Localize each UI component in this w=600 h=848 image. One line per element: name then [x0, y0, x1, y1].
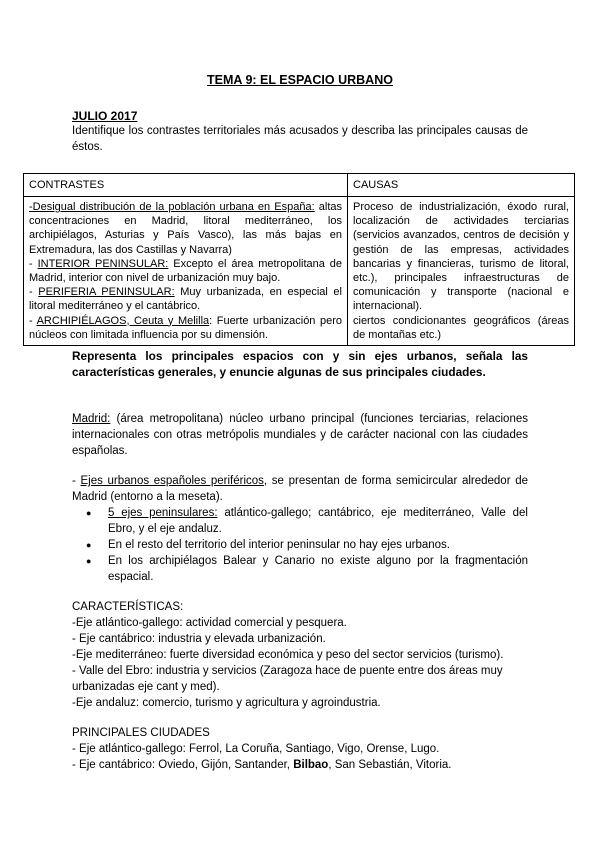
axes-paragraph	[72, 473, 528, 505]
list-item	[72, 553, 528, 585]
madrid-paragraph	[72, 411, 528, 459]
contrast-title: INTERIOR PENINSULAR:	[37, 257, 169, 270]
table-row	[24, 197, 575, 346]
dash: -	[29, 314, 37, 327]
contrasts-causes-table	[23, 173, 575, 346]
contrast-periphery	[29, 285, 342, 313]
list-item	[72, 537, 528, 553]
causes-geographic: ciertos condicionantes geográficos (áreas de montañas etc.)	[353, 314, 569, 341]
list-item: - Eje atlántico-gallego: Ferrol, La Coruña, Santiago, Vigo, Orense, Lugo.	[72, 743, 440, 755]
bullet-text: En el resto del territorio del interior peninsular no hay ejes urbanos.	[108, 539, 450, 551]
list-item	[72, 505, 528, 537]
madrid-label: Madrid:	[72, 413, 111, 425]
list-item: -Eje mediterráneo: fuerte diversidad económica y peso del sector servicios (turismo).	[72, 649, 504, 661]
axes-bullet-list	[72, 505, 528, 585]
contrast-title: -Desigual distribución de la población urbana en España:	[29, 201, 315, 213]
list-item: -Eje atlántico-gallego: actividad comercial y pesquera.	[72, 617, 347, 629]
cities-text: , San Sebastián, Vitoria.	[328, 759, 452, 771]
list-item: - Eje cantábrico: industria y elevada urbanización.	[72, 633, 326, 645]
contrast-title: ARCHIPIÉLAGOS, Ceuta y Melilla	[36, 314, 210, 327]
axes-label: Ejes urbanos españoles periféricos	[80, 475, 264, 487]
contrasts-cell	[24, 197, 348, 346]
characteristics-section	[72, 599, 542, 711]
contrast-interior	[29, 257, 342, 285]
list-item: -Eje andaluz: comercio, turismo y agricultura y agroindustria.	[72, 697, 381, 709]
contrast-text: Muy urbanizada, en especial el litoral mediterráneo y el cantábrico.	[29, 286, 342, 313]
header-contrasts: CONTRASTES	[24, 174, 348, 197]
table-header-row	[24, 174, 575, 197]
contrast-text: altas concentraciones en Madrid, litoral mediterráneo, los archipiélagos, Asturias y País Vasco), las más bajas en Extremadura, las dos Castillas y Navarra)	[29, 201, 342, 256]
dash: -	[29, 257, 38, 270]
bullet-text: atlántico-gallego; cantábrico, eje mediterráneo, Valle del Ebro, y el eje andaluz.	[108, 507, 528, 535]
madrid-text: (área metropolitana) núcleo urbano principal (funciones terciarias, relaciones internacionales con otras metrópolis mundiales y de carácter nacional con las ciudades españolas.	[72, 413, 528, 457]
dash: -	[72, 475, 81, 487]
cities-heading: PRINCIPALES CIUDADES	[72, 727, 210, 739]
contrast-text: : Fuerte urbanización pero núcleos con limitada influencia por su dimensión.	[29, 314, 342, 341]
cities-bold: Bilbao	[293, 759, 329, 771]
exam-date: JULIO 2017	[72, 109, 138, 123]
axes-text: , se presentan de forma semicircular alrededor de Madrid (entorno a la meseta).	[72, 475, 528, 503]
causes-cell	[348, 197, 575, 346]
list-item: urbanizadas eje cant y med).	[72, 681, 220, 693]
bullet-text: En los archipiélagos Balear y Canario no existe alguno por la fragmentación espacial.	[108, 555, 528, 583]
header-causes: CAUSAS	[348, 174, 575, 197]
list-item	[72, 757, 542, 773]
question-2: Representa los principales espacios con y sin ejes urbanos, señala las características generales, y enuncie algunas de sus principales ciudades.	[72, 349, 528, 379]
cities-section	[72, 725, 542, 773]
question-1: Identifique los contrastes territoriales más acusados y describa las principales causas de éstos.	[72, 125, 528, 153]
page-title: TEMA 9: EL ESPACIO URBANO	[207, 73, 393, 87]
bullet-label: 5 ejes peninsulares:	[108, 507, 218, 519]
contrast-title: PERIFERIA PENINSULAR:	[38, 286, 175, 299]
characteristics-heading: CARACTERÍSTICAS:	[72, 601, 184, 613]
contrast-text: Excepto el área metropolitana de Madrid, interior con nivel de urbanización muy bajo.	[29, 257, 342, 285]
causes-main: Proceso de industrialización, éxodo rural, localización de actividades terciarias (servicios avanzados, centros de decisión y gestión de las empresas, actividades bancarias y financieras, turismo de litoral, etc.), principales infraestructuras de comunicación y transporte (nacional e internacional).	[353, 201, 569, 313]
dash: -	[29, 286, 39, 299]
list-item: - Valle del Ebro: industria y servicios (Zaragoza hace de puente entre dos áreas muy	[72, 665, 503, 677]
cities-text: - Eje cantábrico: Oviedo, Gijón, Santander,	[72, 759, 294, 771]
contrast-archipelagos	[29, 314, 342, 342]
contrast-population	[29, 200, 342, 257]
